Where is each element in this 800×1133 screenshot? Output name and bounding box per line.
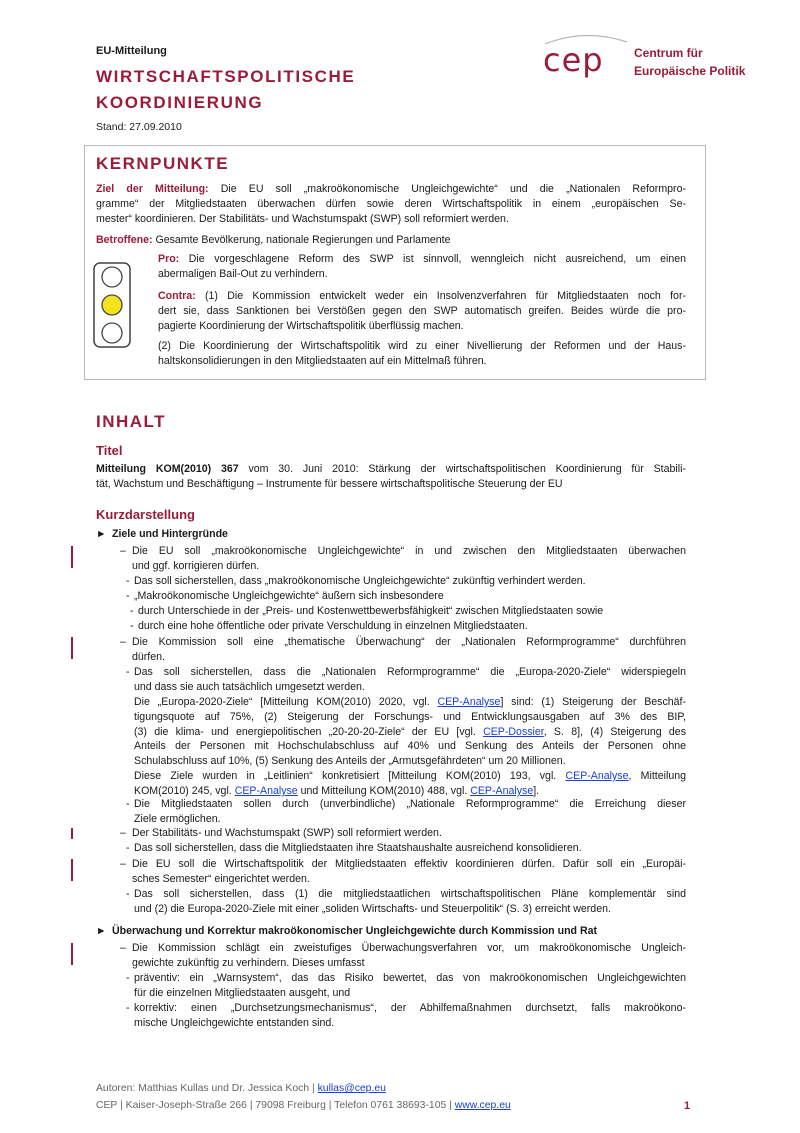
e2020-text-3a: (3) die klima- und energiepolitischen „20-20-20-Ziele“ der EU [vgl. <box>134 725 484 738</box>
key-points-pro <box>158 252 686 282</box>
title-section-heading: Titel <box>96 443 123 458</box>
goal-item-1-sub-1: Das soll sicherstellen, dass „makroökonomische Ungleichgewichte“ zukünftig verhindert werden. <box>134 575 586 587</box>
monitoring-item-1-sub-1 <box>134 971 686 1001</box>
pro-label: Pro: <box>158 253 180 265</box>
pro-text-2: abermaligen Bail-Out zu verhindern. <box>158 267 328 280</box>
goal-text-1: Die EU soll „makroökonomische Ungleichgewichte“ und die „Nationalen Reformpro- <box>208 183 686 195</box>
goal-item-3: Der Stabilitäts- und Wachstumspakt (SWP) soll reformiert werden. <box>132 827 442 839</box>
dash-bullet: – <box>120 545 126 557</box>
goal-item-2-sub-1-line-2: und dass sie auch tatsächlich umgesetzt werden. <box>134 680 365 693</box>
monitoring-sub-2-line-2: mische Ungleichgewichte entstanden sind. <box>134 1016 335 1029</box>
contra-text-1: (1) Die Kommission entwickelt weder ein Insolvenzverfahren für Mitgliedstaaten noch for- <box>195 290 686 302</box>
dash-bullet: – <box>120 827 126 839</box>
dash-bullet: – <box>120 858 126 870</box>
dash-bullet: - <box>126 798 130 810</box>
goal-item-2-sub-2-line-1: Die Mitgliedstaaten sollen durch (unverbindliche) „Nationale Reformprogramme“ die Erreichung dieser <box>134 798 686 810</box>
goal-text-3: mester“ koordinieren. Der Stabilitäts- und Wachstumspakt (SWP) soll reformiert werden. <box>96 212 509 225</box>
footer-address <box>96 1099 511 1114</box>
goal-item-1-sub-3: durch Unterschiede in der „Preis- und Kostenwettbewerbsfähigkeit“ zwischen Mitgliedstaaten sowie <box>138 605 604 617</box>
title-section-text <box>96 462 686 492</box>
dash-bullet: - <box>126 666 130 678</box>
section-goals-heading: Ziele und Hintergründe <box>112 528 228 540</box>
monitoring-item-1 <box>132 941 686 971</box>
e2020-text-6a: Diese Ziele wurden in „Leitlinien“ konkretisiert [Mitteilung KOM(2010) 193, vgl. <box>134 770 566 783</box>
traffic-light-green <box>102 323 122 343</box>
goal-text-2: gramme“ der Mitgliedstaaten überwachen dürfen sowie deren Wirtschaftspolitik in einem „europäischen Se- <box>96 197 686 210</box>
monitoring-item-1-line-1: Die Kommission schlägt ein zweistufiges Überwachungsverfahren vor, um makroökonomische Ungleich- <box>132 942 686 954</box>
title-line-2: KOORDINIERUNG <box>96 93 264 112</box>
organization-name <box>634 44 745 80</box>
goal-item-2-sub-2-line-2: Ziele ermöglichen. <box>134 812 221 825</box>
dash-bullet: - <box>130 620 134 632</box>
dash-bullet: - <box>130 605 134 617</box>
arrow-bullet-icon: ► <box>96 925 107 937</box>
key-points-goal <box>96 182 686 226</box>
goal-item-4 <box>132 857 686 887</box>
goal-item-4-sub-1-line-2: und (2) die Europa-2020-Ziele mit einer „soliden Wirtschafts- und Steuerpolitik“ (S. 3) erreicht werden. <box>134 902 611 915</box>
e2020-text-7b: und Mitteilung KOM(2010) 488, vgl. <box>297 784 471 797</box>
key-points-contra <box>158 289 686 333</box>
traffic-light-yellow <box>102 295 122 315</box>
goal-item-2-line-2: dürfen. <box>132 650 165 663</box>
e2020-text-7a: KOM(2010) 245, vgl. <box>134 784 235 797</box>
goal-item-2-sub-1-line-1: Das soll sicherstellen, dass die „Nationalen Reformprogramme“ die „Europa-2020-Ziele“ widerspiegeln <box>134 666 686 678</box>
contra-text-2: dert sie, dass Sanktionen bei Verstößen gegen den SWP automatisch greifen. Beides würde die pro- <box>158 304 686 317</box>
change-marker <box>71 637 73 659</box>
e2020-text-5: Schulabschluss auf 10%, (5) Senkung des Anteils der „Armutsgefährdeten“ um 20 Millionen. <box>134 755 566 768</box>
key-points-contra-2 <box>158 339 686 369</box>
change-marker <box>71 546 73 568</box>
monitoring-item-1-line-2: gewichte zukünftig zu verhindern. Dieses umfasst <box>132 956 365 969</box>
monitoring-item-1-sub-2 <box>134 1001 686 1031</box>
title-section-text-2: tät, Wachstum und Beschäftigung – Instrumente für bessere wirtschaftspolitische Steuerung der EU <box>96 477 563 490</box>
title-section-bold: Mitteilung KOM(2010) 367 <box>96 463 239 475</box>
summary-heading: Kurzdarstellung <box>96 507 195 522</box>
change-marker <box>71 828 73 839</box>
goal-item-2-sub-1 <box>134 665 686 695</box>
content-heading: INHALT <box>96 412 167 431</box>
footer-authors-text: Autoren: Matthias Kullas und Dr. Jessica Koch | <box>96 1083 318 1094</box>
monitoring-sub-2-line-1: korrektiv: einen „Durchsetzungsmechanismus“, der Abhilfemaßnahmen durchsetzt, falls makroökono- <box>134 1002 686 1014</box>
title-section-text-1: vom 30. Juni 2010: Stärkung der wirtschaftspolitischen Koordinierung für Stabili- <box>238 463 686 475</box>
title-line-1: WIRTSCHAFTSPOLITISCHE <box>96 67 356 86</box>
key-points-heading: KERNPUNKTE <box>96 154 230 173</box>
document-kind: EU-Mitteilung <box>96 45 167 57</box>
dash-bullet: - <box>126 575 130 587</box>
org-line-1: Centrum für <box>634 46 703 60</box>
dash-bullet: - <box>126 888 130 900</box>
goal-item-1-sub-4: durch eine hohe öffentliche oder private Verschuldung in einzelnen Mitgliedstaaten. <box>138 620 528 632</box>
dash-bullet: - <box>126 1002 130 1014</box>
e2020-text-2: tigungsquote auf 75%, (2) Steigerung der Forschungs- und Entwicklungsausgaben auf 3% des BIP, <box>134 710 686 723</box>
monitoring-sub-1-line-2: für die einzelnen Mitgliedstaaten ausgeht, und <box>134 986 351 999</box>
author-email-link[interactable]: kullas@cep.eu <box>317 1083 386 1094</box>
dash-bullet: – <box>120 942 126 954</box>
key-points-affected <box>96 233 686 248</box>
document-title <box>96 64 355 116</box>
goal-item-3-sub-1: Das soll sicherstellen, dass die Mitgliedstaaten ihre Staatshaushalte ausreichend konsolidieren. <box>134 842 582 854</box>
pro-text-1: Die vorgeschlagene Reform des SWP ist sinnvoll, wenngleich nicht ausreichend, um einen <box>179 253 686 265</box>
cep-logo: cep <box>543 41 604 79</box>
dash-bullet: - <box>126 972 130 984</box>
cep-analyse-link[interactable]: CEP-Analyse <box>437 696 501 708</box>
europe-2020-paragraph <box>134 695 686 799</box>
goal-item-4-sub-1 <box>134 887 686 917</box>
footer-address-text: CEP | Kaiser-Joseph-Straße 266 | 79098 Freiburg | Telefon 0761 38693-105 | <box>96 1100 455 1111</box>
monitoring-sub-1-line-1: präventiv: ein „Warnsystem“, das das Risiko bewertet, das von makroökonomischen Ungleichgewichten <box>134 972 686 984</box>
dash-bullet: - <box>126 842 130 854</box>
dash-bullet: – <box>120 636 126 648</box>
e2020-text-3b: , S. 8], (4) Steigerung des <box>543 725 686 738</box>
dash-bullet: - <box>126 590 130 602</box>
website-link[interactable]: www.cep.eu <box>454 1100 511 1111</box>
cep-dossier-link[interactable]: CEP-Dossier <box>483 725 544 738</box>
page-number: 1 <box>684 1100 691 1112</box>
arrow-bullet-icon: ► <box>96 528 107 540</box>
document-date: Stand: 27.09.2010 <box>96 121 182 133</box>
cep-analyse-link[interactable]: CEP-Analyse <box>470 784 534 797</box>
change-marker <box>71 859 73 881</box>
e2020-text-7c: ]. <box>533 784 540 797</box>
goal-item-1-line-1: Die EU soll „makroökonomische Ungleichgewichte“ in und zwischen den Mitgliedstaaten überwachen <box>132 545 686 557</box>
section-monitoring-heading: Überwachung und Korrektur makroökonomischer Ungleichgewichte durch Kommission und Rat <box>112 925 598 937</box>
e2020-text-1a: Die „Europa-2020-Ziele“ [Mitteilung KOM(2010) 2020, vgl. <box>134 696 438 708</box>
contra-text-3: pagierte Koordinierung der Wirtschaftspolitik überflüssig machen. <box>158 319 464 332</box>
change-marker <box>71 943 73 965</box>
goal-item-4-line-1: Die EU soll die Wirtschaftspolitik der Mitgliedstaaten effektiv koordinieren dürfen. Dafür soll ein „Europäi- <box>132 858 686 870</box>
contra-label: Contra: <box>158 290 196 302</box>
traffic-light-icon <box>93 262 131 348</box>
e2020-text-4: Anteils der Personen mit Hochschulabschluss auf 40% und Senkung des Anteils der Personen ohne <box>134 740 686 753</box>
goal-item-2 <box>132 635 686 665</box>
goal-item-1-sub-2: „Makroökonomische Ungleichgewichte“ äußern sich insbesondere <box>134 590 444 602</box>
goal-item-4-line-2: sches Semester“ eingerichtet werden. <box>132 872 310 885</box>
goal-item-2-line-1: Die Kommission soll eine „thematische Überwachung“ der „Nationalen Reformprogramme“ durchführen <box>132 636 686 648</box>
cep-analyse-link[interactable]: CEP-Analyse <box>234 784 298 797</box>
goal-item-1-line-2: und ggf. korrigieren dürfen. <box>132 559 260 572</box>
goal-item-4-sub-1-line-1: Das soll sicherstellen, dass (1) die mitgliedstaatlichen wirtschaftspolitischen Pläne komplementär sind <box>134 888 686 900</box>
goal-item-1 <box>132 544 686 574</box>
cep-analyse-link[interactable]: CEP-Analyse <box>565 770 629 783</box>
footer-authors <box>96 1082 386 1097</box>
contra2-text-1: (2) Die Koordinierung der Wirtschaftspolitik wird zu einer Nivellierung der Reformen und der Haus- <box>158 340 686 352</box>
affected-label: Betroffene: <box>96 234 153 246</box>
affected-text: Gesamte Bevölkerung, nationale Regierungen und Parlamente <box>152 234 451 246</box>
traffic-light-red <box>102 267 122 287</box>
goal-item-2-sub-2 <box>134 797 686 827</box>
contra2-text-2: haltskonsolidierungen in den Mitgliedstaaten auf ein Mittelmaß führen. <box>158 354 487 367</box>
e2020-text-1b: ] sind: (1) Steigerung der Beschäf- <box>500 696 687 708</box>
org-line-2: Europäische Politik <box>634 64 746 78</box>
e2020-text-6b: , Mitteilung <box>628 770 686 783</box>
goal-label: Ziel der Mitteilung: <box>96 183 209 195</box>
